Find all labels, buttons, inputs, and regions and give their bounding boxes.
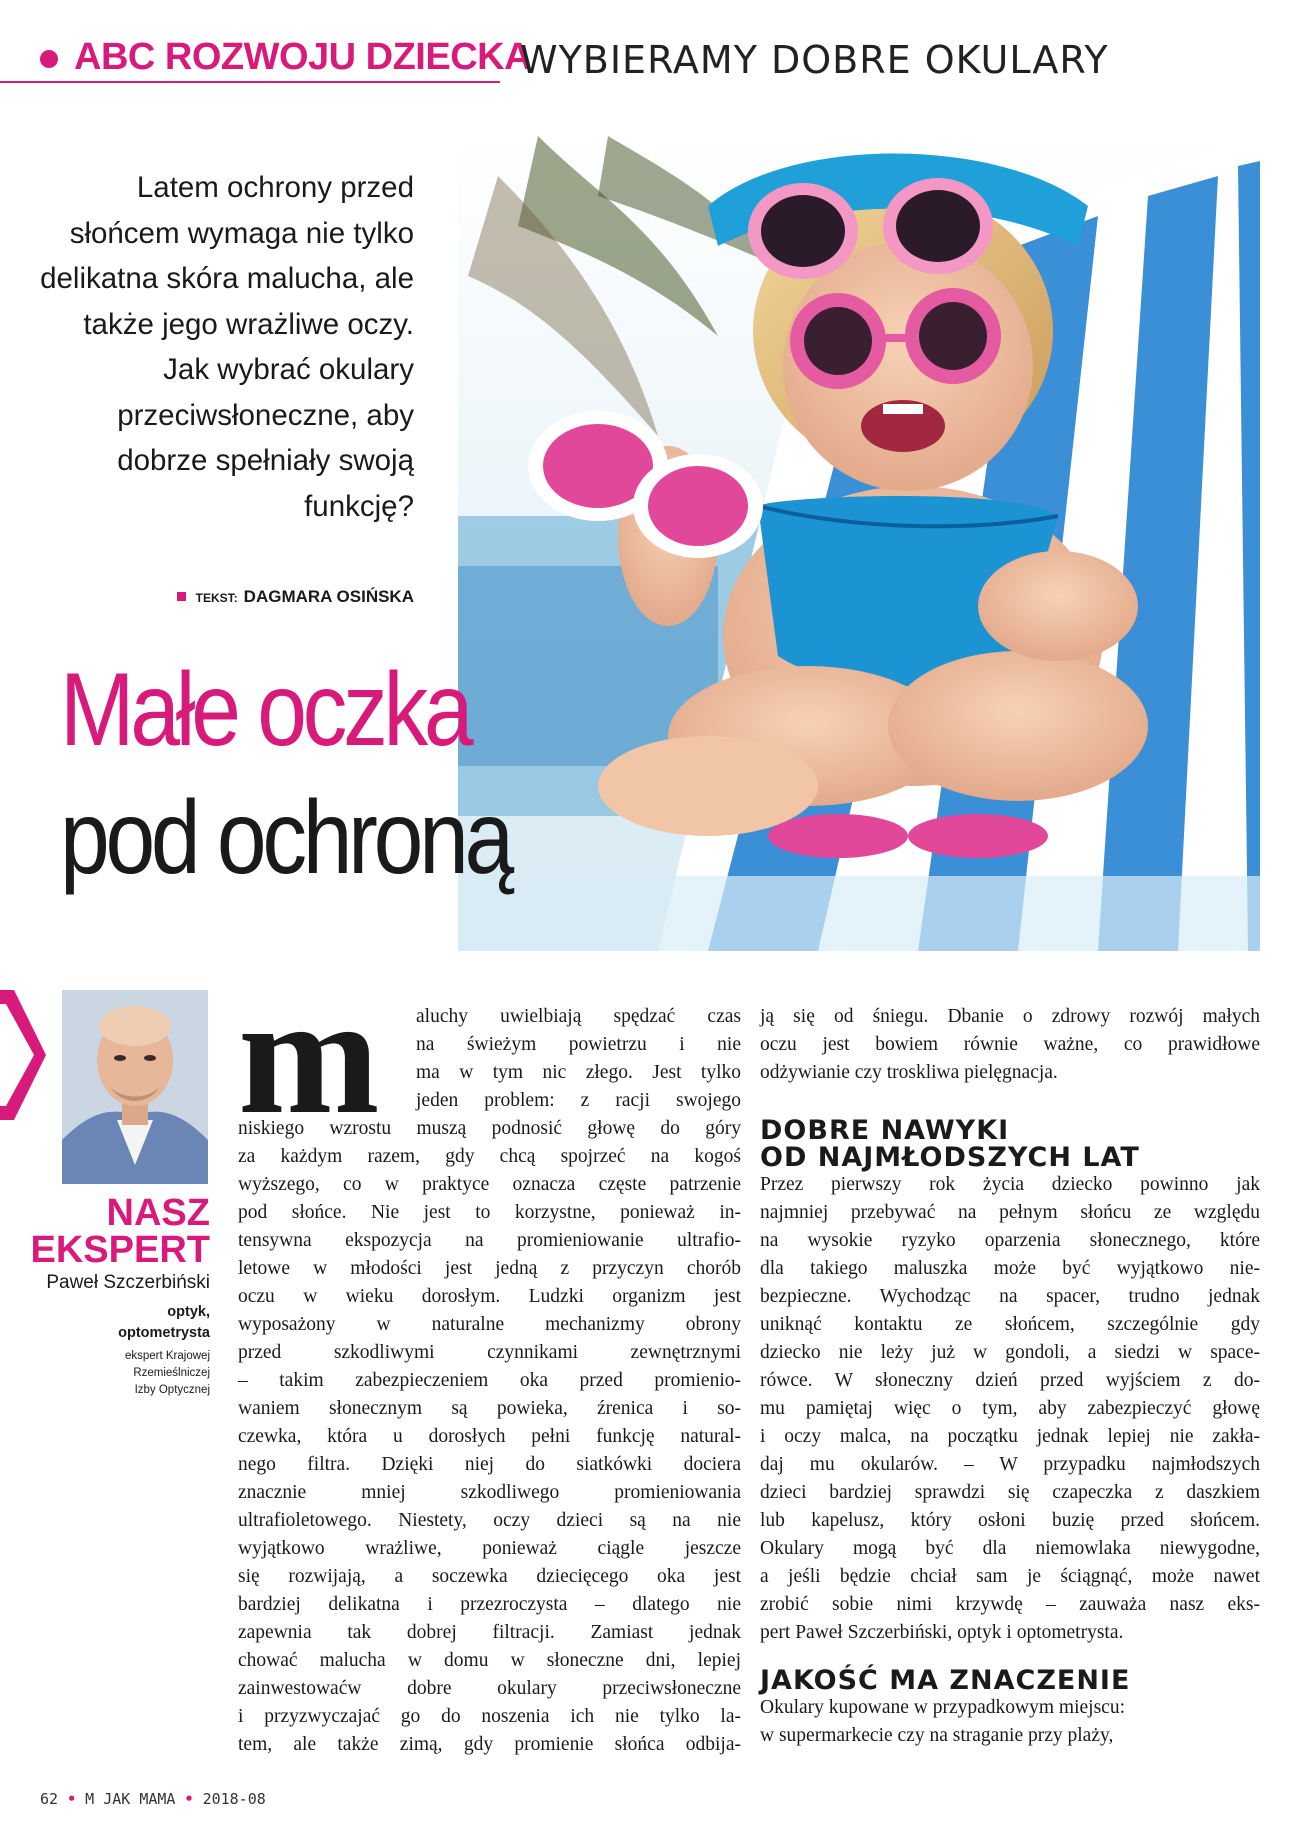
body-line: niskiego wzrostu muszą podnosić głowę do góry	[238, 1118, 741, 1139]
headline-line-2: pod ochroną	[60, 780, 510, 896]
body-line: wyższego, co w praktyce oznacza częste patrzenie	[238, 1174, 741, 1195]
byline-bullet	[177, 592, 186, 601]
body-line: dzieci bardziej sprawdzi się czapeczka z daszkiem	[760, 1482, 1260, 1503]
body-line: zainwestowaćw dobre okulary przeciwsłoneczne	[238, 1678, 741, 1699]
page-number: 62	[40, 1790, 59, 1808]
body-line: wyjątkowo wrażliwe, ponieważ ciągle jeszcze	[238, 1538, 741, 1559]
body-line: czewka, która u dorosłych pełni funkcję natural-	[238, 1426, 741, 1447]
body-line: bezpieczne. Wychodząc na spacer, trudno jednak	[760, 1286, 1260, 1307]
magazine-name: M JAK MAMA	[85, 1790, 176, 1808]
body-line: uniknąć kontaktu ze słońcem, szczególnie gdy	[760, 1314, 1260, 1335]
spacer	[760, 1087, 1260, 1117]
body-line: za każdym razem, gdy chcą spojrzeć na kogoś	[238, 1146, 741, 1167]
subheading-good-habits-line2: OD NAJMŁODSZYCH LAT	[760, 1142, 1140, 1173]
body-column-2	[760, 1003, 1260, 1750]
expert-affiliation	[30, 1348, 210, 1399]
body-line: pod słońce. Nie jest to korzystne, ponieważ in-	[238, 1202, 741, 1223]
expert-affiliation-line2: Rzemieślniczej	[133, 1367, 210, 1379]
footer-dot: •	[67, 1790, 77, 1808]
section-title: ABC ROZWOJU DZIECKA	[74, 36, 532, 78]
page-footer	[40, 1790, 266, 1808]
topic-title: WYBIERAMY DOBRE OKULARY	[520, 38, 1109, 82]
body-line: w supermarkecie czy na straganie przy plaży,	[760, 1725, 1114, 1746]
expert-affiliation-line1: ekspert Krajowej	[124, 1350, 210, 1362]
body-column-1	[238, 1003, 741, 1759]
hero-photo	[458, 136, 1260, 951]
body-line: się rozwijają, a soczewka dziecięcego oka jest	[238, 1566, 741, 1587]
subheading-quality: JAKOŚĆ MA ZNACZENIE	[760, 1665, 1131, 1696]
body-line: – takim zabezpieczeniem oka przed promienio-	[238, 1370, 741, 1391]
drop-cap: m	[238, 961, 374, 1149]
body-line: i przyzwyczajać go do noszenia ich nie tylko la-	[238, 1706, 741, 1727]
byline-label: TEKST:	[195, 591, 238, 605]
body-line: waniem słonecznym są powieka, źrenica i so-	[238, 1398, 741, 1419]
byline	[120, 587, 414, 607]
body-line: tensywna ekspozycja na promieniowanie ultrafio-	[238, 1230, 741, 1251]
byline-author: DAGMARA OSIŃSKA	[243, 587, 414, 606]
expert-role-line2: optometrysta	[118, 1325, 210, 1341]
body-line: tem, ale także zimą, gdy promienie słońca odbija-	[238, 1734, 741, 1755]
body-line: daj mu okularów. – W przypadku najmłodszych	[760, 1454, 1260, 1475]
body-line: zrobić sobie nimi krzywdę – zauważa nasz eks-	[760, 1594, 1260, 1615]
body-line: oczu jest bowiem równie ważne, co prawidłowe	[760, 1034, 1260, 1055]
body-line: ją się od śniegu. Dbanie o zdrowy rozwój małych	[760, 1006, 1260, 1027]
body-line: Okulary kupowane w przypadkowym miejscu:	[760, 1697, 1125, 1718]
body-line: wyposażony w naturalne mechanizmy obrony	[238, 1314, 741, 1335]
body-line: a jeśli będzie chciał sam je ściągnąć, może nawet	[760, 1566, 1260, 1587]
body-line: bardziej delikatna i przezroczysta – dlatego nie	[238, 1594, 741, 1615]
chevron-decoration-icon	[0, 990, 46, 1120]
expert-heading-line2: EKSPERT	[30, 1229, 210, 1271]
expert-portrait	[62, 990, 208, 1184]
body-line: aluchy uwielbiają spędzać czas	[416, 1006, 741, 1027]
body-line: ultrafioletowego. Niestety, oczy dzieci są na nie	[238, 1510, 741, 1531]
subheading-good-habits-line1: DOBRE NAWYKI	[760, 1115, 1010, 1146]
body-line: dla takiego maluszka może być wyjątkowo nie-	[760, 1258, 1260, 1279]
body-line: na świeżym powietrzu i nie	[416, 1034, 741, 1055]
expert-affiliation-line3: Izby Optycznej	[134, 1384, 210, 1396]
body-line: oczu w wieku dorosłym. Ludzki organizm jest	[238, 1286, 741, 1307]
body-line: odżywianie czy troskliwa pielęgnacja.	[760, 1062, 1058, 1083]
footer-dot: •	[184, 1790, 194, 1808]
body-line: zapewnia tak dobrej filtracji. Zamiast jednak	[238, 1622, 741, 1643]
body-line: nego filtra. Dzięki niej do siatkówki dociera	[238, 1454, 741, 1475]
body-line: jeden problem: z racji swojego	[416, 1090, 741, 1111]
body-line: pert Paweł Szczerbiński, optyk i optometrysta.	[760, 1622, 1124, 1643]
body-line: letowe w młodości jest jedną z przyczyn chorób	[238, 1258, 741, 1279]
body-line: chować malucha w domu w słoneczne dni, lepiej	[238, 1650, 741, 1671]
lead-paragraph: Latem ochrony przed słońcem wymaga nie tylko delikatna skóra malucha, ale także jego wrażliwe oczy. Jak wybrać okulary przeciwsłoneczne, aby dobrze spełniały swoją funkcję?	[40, 171, 414, 523]
expert-name: Paweł Szczerbiński	[46, 1272, 210, 1293]
header-rule	[0, 81, 500, 83]
body-line: mu pamiętaj więc o tym, aby zabezpieczyć głowę	[760, 1398, 1260, 1419]
headline-line-1: Małe oczka	[60, 652, 470, 768]
expert-heading	[20, 1192, 210, 1271]
expert-role-line1: optyk,	[167, 1304, 210, 1320]
body-line: Przez pierwszy rok życia dziecko powinno jak	[760, 1174, 1260, 1195]
body-line: Okulary mogą być dla niemowlaka niewygodne,	[760, 1538, 1260, 1559]
body-line: lub kapelusz, który osłoni buzię przed słońcem.	[760, 1510, 1260, 1531]
section-bullet	[40, 50, 58, 68]
body-line: ma w tym nic złego. Jest tylko	[416, 1062, 741, 1083]
body-line: dziecko nie leży już w gondoli, a siedzi w space-	[760, 1342, 1260, 1363]
body-line: znacznie mniej szkodliwego promieniowania	[238, 1482, 741, 1503]
body-line: i oczy malca, na początku jednak lepiej nie zakła-	[760, 1426, 1260, 1447]
issue-date: 2018-08	[202, 1790, 266, 1808]
body-line: na wysokie ryzyko oparzenia słonecznego, które	[760, 1230, 1260, 1251]
body-line: przed szkodliwymi czynnikami zewnętrznymi	[238, 1342, 741, 1363]
expert-heading-line1: NASZ	[106, 1192, 210, 1234]
expert-role	[30, 1302, 210, 1344]
body-line: najmniej przebywać na pełnym słońcu ze względu	[760, 1202, 1260, 1223]
spacer	[760, 1647, 1260, 1667]
body-line: rówce. W słoneczny dzień przed wyjściem z do-	[760, 1370, 1260, 1391]
